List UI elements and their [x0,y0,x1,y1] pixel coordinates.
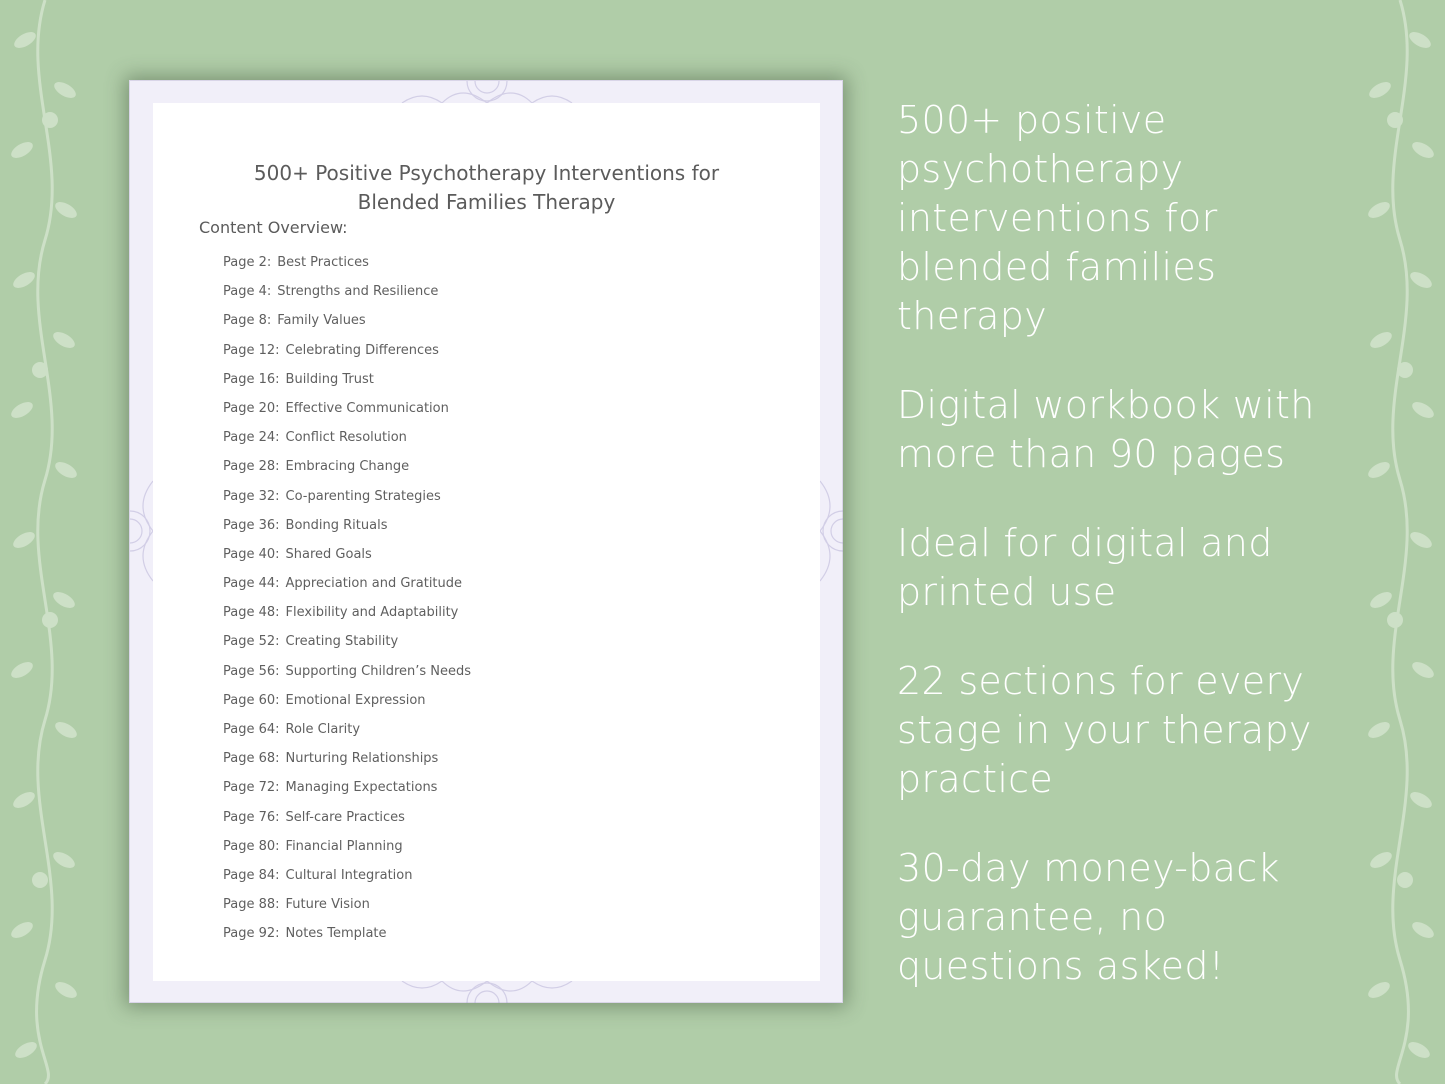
toc-section-title: Managing Expectations [285,780,438,796]
feature-line: 30-day money-back [897,846,1280,890]
toc-page-number: Page 56: [223,663,280,679]
toc-section-title: Supporting Children’s Needs [285,663,472,679]
toc-item [223,401,471,430]
feature-line: questions asked! [897,944,1225,988]
toc-item [223,430,471,459]
toc-item [223,343,471,372]
toc-page-number: Page 4: [223,284,272,300]
toc-page-number: Page 60: [223,692,280,708]
mandala-right-icon [820,451,843,611]
table-of-contents [223,255,471,956]
toc-page-number: Page 24: [223,430,280,446]
toc-section-title: Nurturing Relationships [285,751,439,767]
document-title [153,159,820,217]
toc-page-number: Page 68: [223,751,280,767]
toc-item [223,780,471,809]
toc-item [223,372,471,401]
toc-item [223,751,471,780]
toc-page-number: Page 44: [223,576,280,592]
toc-page-number: Page 72: [223,780,280,796]
feature-line: more than 90 pages [897,432,1286,476]
toc-item [223,518,471,547]
toc-page-number: Page 32: [223,488,280,504]
toc-item [223,255,471,284]
toc-item [223,897,471,926]
toc-section-title: Financial Planning [285,838,403,854]
toc-page-number: Page 52: [223,634,280,650]
toc-section-title: Creating Stability [285,634,399,650]
mandala-left-icon [130,451,153,611]
feature-line: guarantee, no [897,895,1168,939]
feature-digital-printed-use [897,519,1417,617]
toc-section-title: Celebrating Differences [285,342,439,358]
toc-item [223,693,471,722]
feature-line: printed use [897,570,1117,614]
toc-item [223,839,471,868]
toc-section-title: Embracing Change [285,459,410,475]
feature-list [897,96,1417,1031]
feature-sections [897,657,1417,804]
toc-section-title: Co-parenting Strategies [285,488,441,504]
toc-section-title: Shared Goals [285,546,372,562]
toc-item [223,810,471,839]
toc-page-number: Page 16: [223,371,280,387]
toc-item [223,547,471,576]
toc-item [223,722,471,751]
toc-item [223,926,471,955]
toc-item [223,868,471,897]
document-title-line: 500+ Positive Psychotherapy Interventions for [253,161,720,185]
feature-guarantee [897,844,1417,991]
toc-page-number: Page 8: [223,313,272,329]
toc-page-number: Page 64: [223,722,280,737]
toc-item [223,576,471,605]
feature-line: blended families [897,245,1217,289]
toc-section-title: Bonding Rituals [285,517,388,533]
toc-page-number: Page 76: [223,809,280,825]
feature-line: stage in your therapy [897,708,1312,752]
toc-item [223,284,471,313]
toc-item [223,459,471,488]
toc-page-number: Page 48: [223,605,280,621]
toc-section-title: Building Trust [285,371,374,387]
toc-page-number: Page 80: [223,838,280,854]
toc-item [223,605,471,634]
feature-line: Ideal for digital and [897,521,1273,565]
feature-line: therapy [897,294,1047,338]
content-overview-heading: Content Overview: [199,218,348,237]
document-preview [129,80,843,1003]
toc-page-number: Page 2: [223,255,272,270]
toc-section-title: Cultural Integration [285,867,413,883]
toc-page-number: Page 40: [223,546,280,562]
toc-page-number: Page 12: [223,342,280,358]
toc-section-title: Self-care Practices [285,809,405,825]
toc-page-number: Page 20: [223,400,280,416]
toc-section-title: Best Practices [277,255,369,270]
toc-section-title: Conflict Resolution [285,430,407,446]
feature-interventions [897,96,1417,341]
toc-section-title: Flexibility and Adaptability [285,605,459,621]
feature-line: 22 sections for every [897,659,1305,703]
toc-section-title: Family Values [277,313,366,329]
toc-section-title: Strengths and Resilience [277,284,439,300]
toc-item [223,313,471,342]
toc-page-number: Page 92: [223,926,280,942]
document-title-line: Blended Families Therapy [357,190,616,214]
toc-section-title: Future Vision [285,897,370,913]
toc-page-number: Page 36: [223,517,280,533]
feature-line: 500+ positive [897,98,1167,142]
feature-line: psychotherapy [897,147,1184,191]
feature-line: practice [897,757,1054,801]
document-page [153,103,820,981]
mandala-bottom-icon [382,981,592,1003]
toc-item [223,634,471,663]
toc-section-title: Effective Communication [285,400,449,416]
toc-page-number: Page 84: [223,867,280,883]
toc-section-title: Appreciation and Gratitude [285,576,463,592]
toc-section-title: Emotional Expression [285,692,426,708]
toc-item [223,489,471,518]
mandala-top-icon [382,81,592,103]
toc-item [223,664,471,693]
toc-section-title: Notes Template [285,926,387,942]
feature-digital-workbook [897,381,1417,479]
toc-section-title: Role Clarity [285,722,361,737]
floral-vine-left-icon [0,0,90,1084]
feature-line: interventions for [897,196,1218,240]
feature-line: Digital workbook with [897,383,1315,427]
toc-page-number: Page 88: [223,897,280,913]
toc-page-number: Page 28: [223,459,280,475]
